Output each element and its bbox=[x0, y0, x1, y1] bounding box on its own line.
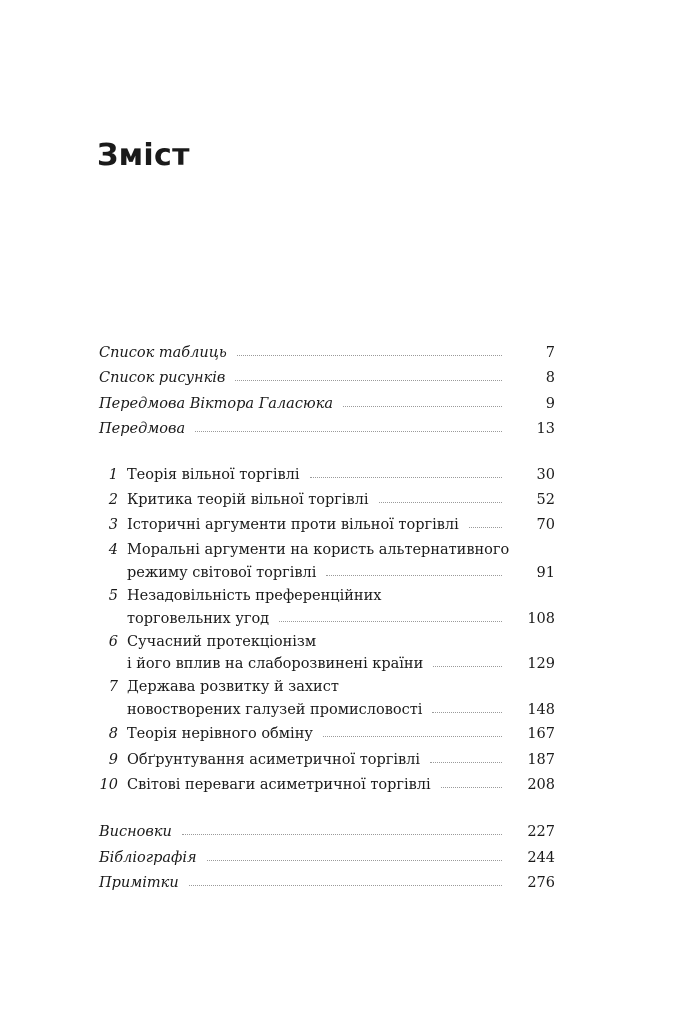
page-number: 276 bbox=[527, 875, 555, 891]
chapter-title-cont: новостворених галузей промисловості bbox=[127, 702, 428, 718]
chapter-title: Сучасний протекціонізм bbox=[127, 634, 322, 650]
page-number: 8 bbox=[545, 370, 555, 386]
chapter-number: 3 bbox=[108, 517, 118, 533]
chapter-number: 4 bbox=[108, 542, 118, 558]
chapter-number: 6 bbox=[108, 634, 118, 650]
chapter-title-cont: торговельних угод bbox=[127, 611, 275, 627]
page-number: 244 bbox=[527, 850, 555, 866]
page-number: 227 bbox=[527, 824, 555, 840]
entry-label: Список таблиць bbox=[99, 345, 233, 361]
chapter-title: Незадовільність преференційних bbox=[127, 588, 387, 604]
dot-leader bbox=[207, 860, 502, 861]
chapter-title: Теорія вільної торгівлі bbox=[127, 467, 306, 483]
page-number: 70 bbox=[536, 517, 555, 533]
chapter-title: Критика теорій вільної торгівлі bbox=[127, 492, 375, 508]
chapter-title-cont: і його вплив на слаборозвинені країни bbox=[127, 656, 429, 672]
dot-leader bbox=[326, 575, 502, 576]
chapter-number: 5 bbox=[108, 588, 118, 604]
page-number: 52 bbox=[536, 492, 555, 508]
dot-leader bbox=[469, 527, 502, 528]
dot-leader bbox=[343, 406, 502, 407]
chapter-title: Теорія нерівного обміну bbox=[127, 726, 319, 742]
dot-leader bbox=[430, 762, 502, 763]
entry-label: Передмова Віктора Галасюка bbox=[99, 396, 339, 412]
chapter-number: 9 bbox=[108, 752, 118, 768]
chapter-title: Держава розвитку й захист bbox=[127, 679, 345, 695]
chapter-number: 1 bbox=[108, 467, 118, 483]
dot-leader bbox=[195, 431, 502, 432]
page-title: Зміст bbox=[97, 138, 190, 173]
chapter-title: Обґрунтування асиметричної торгівлі bbox=[127, 752, 426, 768]
page-number: 167 bbox=[527, 726, 555, 742]
chapter-title-cont: режиму світової торгівлі bbox=[127, 565, 322, 581]
dot-leader bbox=[310, 477, 502, 478]
entry-label: Примітки bbox=[99, 875, 185, 891]
chapter-number: 10 bbox=[99, 777, 118, 793]
entry-label: Список рисунків bbox=[99, 370, 231, 386]
page-number: 13 bbox=[536, 421, 555, 437]
chapter-title: Історичні аргументи проти вільної торгівлі bbox=[127, 517, 465, 533]
chapter-number: 2 bbox=[108, 492, 118, 508]
dot-leader bbox=[237, 355, 502, 356]
page-number: 30 bbox=[536, 467, 555, 483]
page-number: 148 bbox=[527, 702, 555, 718]
dot-leader bbox=[235, 380, 502, 381]
dot-leader bbox=[323, 736, 502, 737]
chapter-number: 7 bbox=[108, 679, 118, 695]
dot-leader bbox=[189, 885, 502, 886]
chapter-title: Світові переваги асиметричної торгівлі bbox=[127, 777, 437, 793]
page-number: 7 bbox=[545, 345, 555, 361]
dot-leader bbox=[379, 502, 502, 503]
page-number: 187 bbox=[527, 752, 555, 768]
dot-leader bbox=[279, 621, 502, 622]
page-number: 108 bbox=[527, 611, 555, 627]
dot-leader bbox=[441, 787, 502, 788]
page-number: 9 bbox=[545, 396, 555, 412]
entry-label: Передмова bbox=[99, 421, 191, 437]
page-number: 91 bbox=[536, 565, 555, 581]
chapter-number: 8 bbox=[108, 726, 118, 742]
chapter-title: Моральні аргументи на користь альтернативного bbox=[127, 542, 515, 558]
dot-leader bbox=[182, 834, 502, 835]
entry-label: Висновки bbox=[99, 824, 178, 840]
dot-leader bbox=[433, 666, 502, 667]
entry-label: Бібліографія bbox=[99, 850, 203, 866]
page-number: 208 bbox=[527, 777, 555, 793]
dot-leader bbox=[432, 712, 502, 713]
page-number: 129 bbox=[527, 656, 555, 672]
